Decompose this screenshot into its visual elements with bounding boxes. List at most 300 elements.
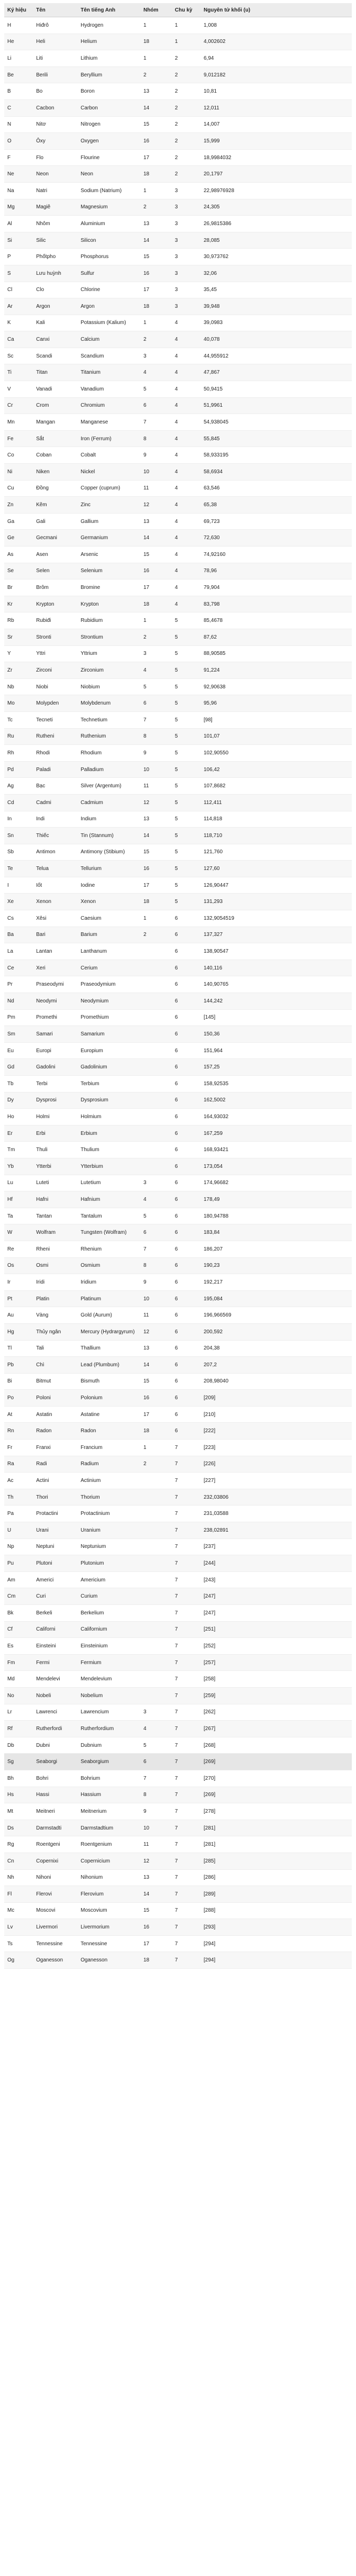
cell-symbol: Cr [4,397,33,414]
table-row [4,282,352,298]
cell-period: 4 [172,348,201,364]
cell-symbol: Ti [4,364,33,381]
cell-symbol: Na [4,182,33,199]
cell-english-name: Samarium [77,1026,140,1043]
cell-period: 7 [172,1754,201,1770]
cell-english-name: Selenium [77,563,140,579]
cell-name: Liti [33,50,77,67]
column-header-symbol[interactable]: Ký hiệu [4,3,33,17]
cell-english-name: Protactinium [77,1506,140,1522]
cell-symbol: Mc [4,1902,33,1919]
cell-period: 6 [172,1109,201,1125]
cell-english-name: Silicon [77,232,140,249]
cell-symbol: Cl [4,282,33,298]
cell-period: 5 [172,662,201,679]
table-row [4,1373,352,1390]
cell-period: 6 [172,1175,201,1191]
cell-group [140,1588,172,1605]
cell-group: 1 [140,17,172,34]
cell-english-name: Radon [77,1423,140,1440]
cell-name: Argon [33,298,77,315]
table-row [4,1290,352,1307]
table-row [4,430,352,447]
cell-symbol: Nb [4,678,33,695]
cell-period: 5 [172,828,201,844]
cell-english-name: Plutonium [77,1555,140,1572]
cell-atomic-mass: 18,9984032 [201,149,352,166]
cell-group: 2 [140,927,172,943]
cell-english-name: Magnesium [77,199,140,216]
cell-name: Luteti [33,1175,77,1191]
cell-period: 6 [172,1241,201,1257]
table-row [4,1224,352,1241]
table-row [4,1754,352,1770]
cell-atomic-mass: 58,6934 [201,464,352,481]
cell-group: 7 [140,1770,172,1787]
cell-name: Crom [33,397,77,414]
cell-name: Xeri [33,960,77,976]
cell-name: Kali [33,315,77,331]
cell-english-name: Cadmium [77,794,140,811]
cell-atomic-mass: 151,964 [201,1042,352,1059]
cell-name: Bạc [33,778,77,795]
cell-group [140,1555,172,1572]
cell-atomic-mass: 144,242 [201,993,352,1010]
cell-symbol: Ar [4,298,33,315]
cell-name: Kẽm [33,497,77,514]
cell-english-name: Rhenium [77,1241,140,1257]
cell-group: 17 [140,149,172,166]
column-header-name[interactable]: Tên [33,3,77,17]
cell-english-name: Indium [77,811,140,828]
cell-period: 6 [172,1224,201,1241]
table-row [4,1241,352,1257]
cell-symbol: Tb [4,1076,33,1092]
cell-period: 2 [172,50,201,67]
table-row [4,149,352,166]
cell-english-name: Molybdenum [77,695,140,712]
cell-name: Canxi [33,331,77,348]
cell-period: 6 [172,1125,201,1142]
cell-symbol: Mo [4,695,33,712]
table-row [4,1208,352,1224]
table-row [4,596,352,612]
table-row [4,910,352,927]
cell-period: 7 [172,1737,201,1754]
cell-english-name: Osmium [77,1257,140,1274]
cell-english-name: Rhodium [77,745,140,762]
table-row [4,645,352,662]
table-row [4,1704,352,1721]
cell-period: 5 [172,894,201,910]
table-row [4,1869,352,1886]
cell-atomic-mass: 190,23 [201,1257,352,1274]
table-row [4,1042,352,1059]
cell-period: 7 [172,1555,201,1572]
cell-group: 10 [140,1290,172,1307]
table-row [4,116,352,133]
cell-atomic-mass: [251] [201,1621,352,1638]
cell-symbol: H [4,17,33,34]
table-row [4,844,352,861]
table-row [4,1952,352,1969]
cell-period: 5 [172,811,201,828]
cell-english-name: Gadolinium [77,1059,140,1076]
table-row [4,1440,352,1456]
cell-atomic-mass: [98] [201,711,352,728]
table-row [4,1687,352,1704]
cell-atomic-mass: 79,904 [201,579,352,596]
cell-group: 14 [140,1357,172,1374]
cell-period: 6 [172,910,201,927]
cell-name: Niobi [33,678,77,695]
cell-period: 6 [172,1340,201,1357]
cell-name: Natri [33,182,77,199]
cell-group: 13 [140,513,172,530]
table-row [4,1902,352,1919]
cell-name: Lantan [33,943,77,960]
cell-english-name: Iridium [77,1274,140,1291]
cell-english-name: Vanadium [77,381,140,398]
cell-name: Hafni [33,1191,77,1208]
cell-english-name: Americium [77,1571,140,1588]
cell-symbol: Ag [4,778,33,795]
cell-symbol: Bk [4,1605,33,1622]
cell-period: 7 [172,1820,201,1836]
cell-symbol: Pa [4,1506,33,1522]
cell-symbol: Be [4,66,33,83]
cell-name: Selen [33,563,77,579]
cell-english-name: Fermium [77,1654,140,1671]
table-row [4,778,352,795]
table-row [4,1770,352,1787]
cell-name: Asen [33,547,77,563]
cell-group: 17 [140,877,172,894]
cell-symbol: Kr [4,596,33,612]
cell-english-name: Zirconium [77,662,140,679]
cell-symbol: Zn [4,497,33,514]
column-header-group[interactable]: Nhóm [140,3,172,17]
cell-english-name: Dubnium [77,1737,140,1754]
column-header-period[interactable]: Chu kỳ [172,3,201,17]
cell-symbol: Rn [4,1423,33,1440]
table-row [4,17,352,34]
cell-symbol: Mg [4,199,33,216]
cell-group: 2 [140,66,172,83]
cell-period: 6 [172,1009,201,1026]
cell-symbol: Sb [4,844,33,861]
table-row [4,1257,352,1274]
cell-period: 4 [172,596,201,612]
cell-english-name: Gallium [77,513,140,530]
table-body [4,17,352,1969]
cell-name: Meitneri [33,1803,77,1820]
cell-period: 7 [172,1803,201,1820]
cell-group: 10 [140,761,172,778]
cell-atomic-mass: 178,49 [201,1191,352,1208]
cell-symbol: Ca [4,331,33,348]
cell-english-name: Antimony (Stibium) [77,844,140,861]
cell-group: 4 [140,364,172,381]
cell-atomic-mass: 30,973762 [201,249,352,265]
cell-period: 4 [172,364,201,381]
cell-group: 1 [140,315,172,331]
table-row [4,1820,352,1836]
cell-period: 7 [172,1538,201,1555]
cell-period: 6 [172,1373,201,1390]
cell-name: Phốtpho [33,249,77,265]
cell-english-name: Moscovium [77,1902,140,1919]
cell-atomic-mass: 114,818 [201,811,352,828]
cell-group: 6 [140,397,172,414]
cell-name: Paladi [33,761,77,778]
cell-atomic-mass: 83,798 [201,596,352,612]
cell-atomic-mass: 22,98976928 [201,182,352,199]
cell-atomic-mass: [278] [201,1803,352,1820]
cell-period: 7 [172,1886,201,1903]
cell-atomic-mass: 12,011 [201,99,352,116]
cell-atomic-mass: [237] [201,1538,352,1555]
cell-period: 6 [172,1257,201,1274]
cell-english-name: Mendelevium [77,1671,140,1688]
cell-period: 4 [172,480,201,497]
cell-symbol: K [4,315,33,331]
cell-atomic-mass: 118,710 [201,828,352,844]
cell-group [140,1654,172,1671]
cell-name: Dysprosi [33,1092,77,1109]
cell-symbol: Al [4,216,33,232]
cell-name: Stronti [33,629,77,645]
cell-symbol: Fe [4,430,33,447]
cell-english-name: Iodine [77,877,140,894]
table-row [4,1109,352,1125]
column-header-english-name[interactable]: Tên tiếng Anh [77,3,140,17]
cell-name: Nobeli [33,1687,77,1704]
cell-period: 4 [172,414,201,431]
table-row [4,612,352,629]
cell-group: 18 [140,1952,172,1969]
cell-atomic-mass: 167,259 [201,1125,352,1142]
cell-atomic-mass: 1,008 [201,17,352,34]
cell-atomic-mass: 107,8682 [201,778,352,795]
cell-period: 7 [172,1638,201,1655]
cell-group: 18 [140,1423,172,1440]
cell-group [140,1489,172,1506]
cell-english-name: Seaborgium [77,1754,140,1770]
table-row [4,315,352,331]
cell-atomic-mass: 173,054 [201,1158,352,1175]
cell-period: 5 [172,612,201,629]
cell-group: 18 [140,166,172,183]
cell-name: Radi [33,1456,77,1473]
cell-name: Thiếc [33,828,77,844]
table-row [4,480,352,497]
cell-atomic-mass: 121,760 [201,844,352,861]
cell-symbol: Re [4,1241,33,1257]
cell-group: 12 [140,497,172,514]
table-row [4,1059,352,1076]
cell-atomic-mass: 150,36 [201,1026,352,1043]
cell-period: 4 [172,430,201,447]
cell-symbol: Bi [4,1373,33,1390]
cell-atomic-mass: 126,90447 [201,877,352,894]
cell-symbol: Cs [4,910,33,927]
table-row [4,1853,352,1869]
cell-atomic-mass: 92,90638 [201,678,352,695]
cell-group: 10 [140,1820,172,1836]
cell-group: 17 [140,1935,172,1952]
cell-name: Samari [33,1026,77,1043]
cell-english-name: Neon [77,166,140,183]
cell-atomic-mass: 112,411 [201,794,352,811]
cell-symbol: Rb [4,612,33,629]
cell-period: 6 [172,1307,201,1324]
cell-symbol: P [4,249,33,265]
cell-symbol: Ru [4,728,33,745]
cell-english-name: Nickel [77,464,140,481]
cell-period: 4 [172,397,201,414]
cell-symbol: Fr [4,1440,33,1456]
cell-symbol: Cu [4,480,33,497]
cell-symbol: Hf [4,1191,33,1208]
table-row [4,66,352,83]
cell-atomic-mass: [281] [201,1836,352,1853]
cell-english-name: Actinium [77,1473,140,1489]
cell-name: Erbi [33,1125,77,1142]
cell-group [140,976,172,993]
cell-period: 6 [172,1059,201,1076]
cell-group: 5 [140,678,172,695]
cell-symbol: F [4,149,33,166]
cell-symbol: Lr [4,1704,33,1721]
cell-name: Curi [33,1588,77,1605]
cell-name: Mendelevi [33,1671,77,1688]
cell-english-name: Tungsten (Wolfram) [77,1224,140,1241]
table-row [4,1142,352,1158]
cell-group: 3 [140,645,172,662]
cell-name: Hassi [33,1787,77,1803]
cell-symbol: Fl [4,1886,33,1903]
cell-name: Oganesson [33,1952,77,1969]
cell-symbol: Xe [4,894,33,910]
cell-english-name: Boron [77,83,140,100]
cell-atomic-mass: [209] [201,1390,352,1407]
cell-atomic-mass: 28,085 [201,232,352,249]
cell-atomic-mass: 157,25 [201,1059,352,1076]
cell-english-name: Argon [77,298,140,315]
table-row [4,1076,352,1092]
cell-atomic-mass: 192,217 [201,1274,352,1291]
cell-english-name: Neodymium [77,993,140,1010]
cell-group: 6 [140,695,172,712]
cell-name: Holmi [33,1109,77,1125]
cell-atomic-mass: [259] [201,1687,352,1704]
cell-english-name: Tantalum [77,1208,140,1224]
cell-symbol: Gd [4,1059,33,1076]
cell-name: Fermi [33,1654,77,1671]
cell-english-name: Manganese [77,414,140,431]
cell-group: 12 [140,794,172,811]
cell-symbol: V [4,381,33,398]
cell-atomic-mass: 183,84 [201,1224,352,1241]
cell-group: 18 [140,34,172,50]
table-row [4,877,352,894]
cell-atomic-mass: [243] [201,1571,352,1588]
cell-period: 5 [172,861,201,877]
cell-symbol: Zr [4,662,33,679]
table-row [4,414,352,431]
column-header-atomic-mass[interactable]: Nguyên tử khối (u) [201,3,352,17]
cell-period: 7 [172,1654,201,1671]
cell-english-name: Bromine [77,579,140,596]
cell-symbol: Hg [4,1323,33,1340]
table-row [4,50,352,67]
table-row [4,1919,352,1936]
cell-name: Tantan [33,1208,77,1224]
cell-name: Promethi [33,1009,77,1026]
cell-atomic-mass: [210] [201,1406,352,1423]
cell-english-name: Bohrium [77,1770,140,1787]
cell-english-name: Palladium [77,761,140,778]
cell-atomic-mass: 24,305 [201,199,352,216]
cell-name: Xenon [33,894,77,910]
cell-group: 18 [140,894,172,910]
cell-atomic-mass: [257] [201,1654,352,1671]
cell-symbol: Br [4,579,33,596]
cell-symbol: Li [4,50,33,67]
cell-english-name: Arsenic [77,547,140,563]
cell-name: Vanadi [33,381,77,398]
cell-name: Sắt [33,430,77,447]
cell-period: 7 [172,1605,201,1622]
table-row [4,1390,352,1407]
cell-name: Heli [33,34,77,50]
cell-atomic-mass: 195,084 [201,1290,352,1307]
cell-name: Iridi [33,1274,77,1291]
cell-group [140,1142,172,1158]
table-row [4,1506,352,1522]
cell-english-name: Iron (Ferrum) [77,430,140,447]
cell-english-name: Titanium [77,364,140,381]
cell-english-name: Beryllium [77,66,140,83]
table-row [4,662,352,679]
cell-atomic-mass: 74,92160 [201,547,352,563]
cell-atomic-mass: [269] [201,1787,352,1803]
table-row [4,1522,352,1539]
cell-period: 5 [172,844,201,861]
cell-group: 2 [140,1456,172,1473]
cell-name: Xêsi [33,910,77,927]
cell-group: 13 [140,216,172,232]
cell-atomic-mass: [227] [201,1473,352,1489]
cell-period: 6 [172,927,201,943]
cell-name: Wolfram [33,1224,77,1241]
cell-group: 16 [140,563,172,579]
cell-english-name: Chromium [77,397,140,414]
cell-english-name: Nitrogen [77,116,140,133]
cell-period: 6 [172,1076,201,1092]
cell-name: Radon [33,1423,77,1440]
cell-period: 4 [172,497,201,514]
cell-symbol: Rg [4,1836,33,1853]
cell-atomic-mass: [269] [201,1754,352,1770]
cell-name: Yttri [33,645,77,662]
cell-name: Actini [33,1473,77,1489]
cell-atomic-mass: 140,90765 [201,976,352,993]
cell-period: 4 [172,563,201,579]
table-row [4,547,352,563]
table-row [4,1406,352,1423]
